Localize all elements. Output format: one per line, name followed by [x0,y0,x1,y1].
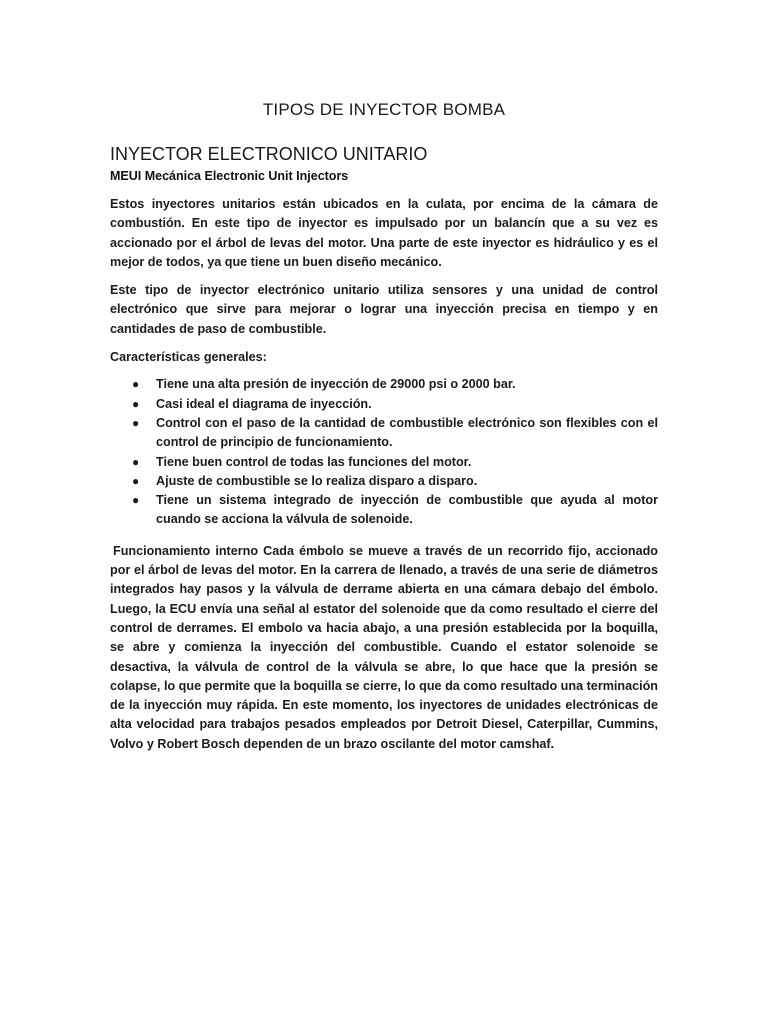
list-item-text: Tiene buen control de todas las funciones del motor. [156,454,472,469]
characteristics-label: Características generales: [110,350,267,365]
list-item [110,414,658,453]
list-item-text: Ajuste de combustible se lo realiza disparo a disparo. [156,473,478,488]
bullet-icon: ● [132,493,140,508]
characteristics-list [110,375,658,529]
list-item-text: Tiene una alta presión de inyección de 29000 psi o 2000 bar. [156,377,516,392]
list-item [110,491,658,530]
bullet-icon: ● [132,396,140,411]
list-item-text: Casi ideal el diagrama de inyección. [156,396,372,411]
document-title: TIPOS DE INYECTOR BOMBA [262,100,506,119]
bullet-icon: ● [132,377,140,392]
list-item [110,453,658,472]
list-item-text: Control con el paso de la cantidad de combustible electrónico son flexibles con el control de principio de funcionamiento. [156,415,658,450]
bullet-icon: ● [132,454,140,469]
section-heading: INYECTOR ELECTRONICO UNITARIO [110,144,428,164]
list-item [110,375,658,394]
paragraph-sensors: Este tipo de inyector electrónico unitario utiliza sensores y una unidad de control electrónico que sirve para mejorar o lograr una inyección precisa en tiempo y en cantidades de paso de combustible. [110,283,658,336]
list-item-text: Tiene un sistema integrado de inyección de combustible que ayuda al motor cuando se acciona la válvula de solenoide. [156,493,658,527]
list-item [110,472,658,491]
paragraph-internal-operation: Funcionamiento interno Cada émbolo se mueve a través de un recorrido fijo, accionado por el árbol de levas del motor. En la carrera de llenado, a través de una serie de diámetros integrados hay pasos y la válvula de derrame abierta en una cámara debajo del émbolo. Luego, la ECU envía una señal al estator del solenoide que da como resultado el cierre del control de derrames. El embolo va hacia abajo, a una presión establecida por la boquilla, se abre y comienza la inyección del combustible. Cuando el estator solenoide se desactiva, la válvula de control de la válvula se abre, lo que hace que la presión se colapse, lo que permite que la boquilla se cierre, lo que da como resultado una terminación de la inyección muy rápida. En este momento, los inyectores de unidades electrónicas de alta velocidad para trabajos pesados empleados por Detroit Diesel, Caterpillar, Cummins, Volvo y Robert Bosch dependen de un brazo oscilante del motor camshaf. [110,543,658,751]
paragraph-intro: Estos inyectores unitarios están ubicados en la culata, por encima de la cámara de combustión. En este tipo de inyector es impulsado por un balancín que a su vez es accionado por el árbol de levas del motor. Una parte de este inyector es hidráulico y es el mejor de todos, ya que tiene un buen diseño mecánico. [110,197,658,269]
document-page [110,100,658,763]
section-subheading: MEUI Mecánica Electronic Unit Injectors [110,169,349,183]
bullet-icon: ● [132,415,140,430]
bullet-icon: ● [132,473,140,488]
list-item [110,395,658,414]
